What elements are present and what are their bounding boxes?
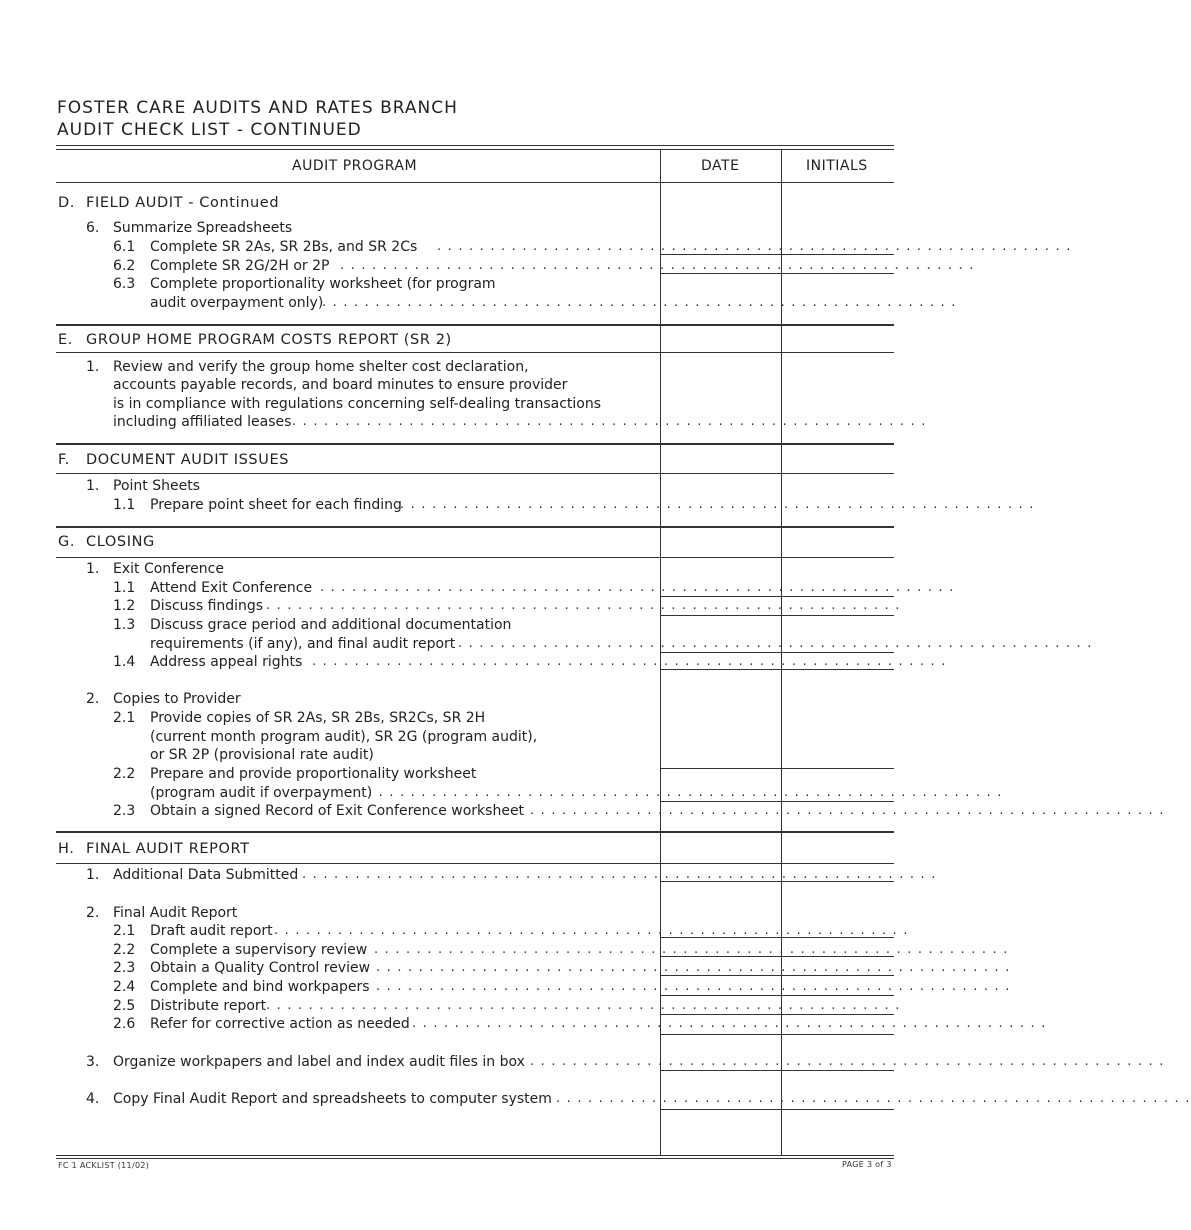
dot-leader: . . . . . . . . . . . . . . . . . . . . . . . . . . . . . . . . . . . . . . . . . . . . . . . . . . . . . . . . . . . . — [368, 785, 1003, 800]
item-number: 2.1 — [113, 710, 136, 726]
item-number: 2.6 — [113, 1016, 136, 1032]
item-text: Obtain a signed Record of Exit Conference worksheet — [150, 803, 525, 819]
item-text: Prepare point sheet for each finding — [150, 497, 402, 513]
item-number: 2.2 — [113, 942, 136, 958]
header-rule — [56, 182, 894, 183]
item-text: Complete proportionality worksheet (for program — [150, 276, 496, 292]
dot-leader: . . . . . . . . . . . . . . . . . . . . . . . . . . . . . . . . . . . . . . . . . . . . . . . . . . . . . . . . . . . . — [530, 1054, 1165, 1069]
sign-row-rule — [660, 652, 894, 653]
item-text: Complete a supervisory review — [150, 942, 368, 958]
item-number: 1.1 — [113, 497, 136, 513]
item-text: Address appeal rights — [150, 654, 303, 670]
sign-row-rule — [660, 768, 894, 769]
item-number: 2. — [86, 905, 100, 921]
sign-row-rule — [660, 1034, 894, 1035]
section-rule — [56, 324, 894, 326]
sign-row-rule — [660, 1014, 894, 1015]
section-rule — [56, 352, 894, 353]
dot-leader: . . . . . . . . . . . . . . . . . . . . . . . . . . . . . . . . . . . . . . . . . . . . . . . . . . . . . . . . . . . . — [530, 803, 1165, 818]
item-text: Refer for corrective action as needed — [150, 1016, 410, 1032]
item-text: Attend Exit Conference — [150, 580, 313, 596]
item-text: is in compliance with regulations concerning self-dealing transactions — [113, 396, 602, 412]
item-text: (current month program audit), SR 2G (program audit), — [150, 729, 538, 745]
item-number: 1. — [86, 867, 100, 883]
item-text: Obtain a Quality Control review — [150, 960, 371, 976]
section-d-letter: D. — [58, 195, 75, 211]
item-number: 2.1 — [113, 923, 136, 939]
dot-leader: . . . . . . . . . . . . . . . . . . . . . . . . . . . . . . . . . . . . . . . . . . . . . . . . . . . . . . . . . . . . — [376, 960, 1011, 975]
bottom-rule-outer — [56, 1158, 894, 1159]
item-text: Exit Conference — [113, 561, 224, 577]
section-rule — [56, 443, 894, 445]
form-subtitle: AUDIT CHECK LIST - CONTINUED — [57, 120, 362, 140]
top-rule — [56, 145, 894, 146]
item-number: 2.4 — [113, 979, 136, 995]
top-rule-inner — [56, 149, 894, 150]
item-text: Summarize Spreadsheets — [113, 220, 293, 236]
sign-row-rule — [660, 1070, 894, 1071]
dot-leader: . . . . . . . . . . . . . . . . . . . . . . . . . . . . . . . . . . . . . . . . . . . . . . . . . . . . . . . . . . . . — [437, 239, 1072, 254]
section-rule — [56, 526, 894, 528]
item-text: Additional Data Submitted — [113, 867, 299, 883]
item-text: Complete SR 2As, SR 2Bs, and SR 2Cs — [150, 239, 418, 255]
dot-leader: . . . . . . . . . . . . . . . . . . . . . . . . . . . . . . . . . . . . . . . . . . . . . . . . . . . . . . . . . . . . — [340, 258, 975, 273]
sign-row-rule — [660, 801, 894, 802]
item-text: including affiliated leases — [113, 414, 292, 430]
item-number: 6. — [86, 220, 100, 236]
item-text: Copy Final Audit Report and spreadsheets to computer system — [113, 1091, 552, 1107]
item-number: 2.3 — [113, 960, 136, 976]
section-rule — [56, 557, 894, 558]
item-text: Discuss grace period and additional documentation — [150, 617, 512, 633]
date-header: DATE — [701, 158, 740, 174]
item-number: 1.3 — [113, 617, 136, 633]
item-text: Distribute report — [150, 998, 267, 1014]
dot-leader: . . . . . . . . . . . . . . . . . . . . . . . . . . . . . . . . . . . . . . . . . . . . . . . . . . . . . . . . . . . . — [312, 654, 947, 669]
item-number: 1.2 — [113, 598, 136, 614]
dot-leader: . . . . . . . . . . . . . . . . . . . . . . . . . . . . . . . . . . . . . . . . . . . . . . . . . . . . . . . . . . . . — [302, 867, 937, 882]
item-number: 3. — [86, 1054, 100, 1070]
item-text: Prepare and provide proportionality worksheet — [150, 766, 477, 782]
item-number: 1. — [86, 478, 100, 494]
audit-program-header: AUDIT PROGRAM — [292, 158, 418, 174]
item-text: Provide copies of SR 2As, SR 2Bs, SR2Cs, SR 2H — [150, 710, 486, 726]
dot-leader: . . . . . . . . . . . . . . . . . . . . . . . . . . . . . . . . . . . . . . . . . . . . . . . . . . . . . . . . . . . . — [274, 923, 909, 938]
item-number: 6.1 — [113, 239, 136, 255]
sign-row-rule — [660, 995, 894, 996]
item-number: 1. — [86, 561, 100, 577]
item-text: accounts payable records, and board minutes to ensure provider — [113, 377, 568, 393]
section-e-title: GROUP HOME PROGRAM COSTS REPORT (SR 2) — [86, 332, 452, 348]
dot-leader: . . . . . . . . . . . . . . . . . . . . . . . . . . . . . . . . . . . . . . . . . . . . . . . . . . . . . . . . . . . . — [376, 979, 1011, 994]
sign-row-rule — [660, 937, 894, 938]
item-number: 6.2 — [113, 258, 136, 274]
sign-row-rule — [660, 273, 894, 274]
item-number: 1.1 — [113, 580, 136, 596]
section-rule — [56, 863, 894, 864]
item-text: or SR 2P (provisional rate audit) — [150, 747, 374, 763]
item-number: 2.5 — [113, 998, 136, 1014]
dot-leader: . . . . . . . . . . . . . . . . . . . . . . . . . . . . . . . . . . . . . . . . . . . . . . . . . . . . . . . . . . . . — [320, 580, 955, 595]
dot-leader: . . . . . . . . . . . . . . . . . . . . . . . . . . . . . . . . . . . . . . . . . . . . . . . . . . . . . . . . . . . . — [322, 295, 957, 310]
item-text: (program audit if overpayment) — [150, 785, 373, 801]
item-text: Review and verify the group home shelter cost declaration, — [113, 359, 529, 375]
sign-row-rule — [660, 975, 894, 976]
item-text: Point Sheets — [113, 478, 200, 494]
section-rule — [56, 831, 894, 833]
item-text: Final Audit Report — [113, 905, 238, 921]
item-text: Draft audit report — [150, 923, 273, 939]
dot-leader: . . . . . . . . . . . . . . . . . . . . . . . . . . . . . . . . . . . . . . . . . . . . . . . . . . . . . . . . . . . . — [374, 942, 1009, 957]
sign-row-rule — [660, 956, 894, 957]
bottom-rule — [56, 1155, 894, 1156]
item-text: Complete SR 2G/2H or 2P — [150, 258, 330, 274]
sign-row-rule — [660, 881, 894, 882]
dot-leader: . . . . . . . . . . . . . . . . . . . . . . . . . . . . . . . . . . . . . . . . . . . . . . . . . . . . . . . . . . . . — [412, 1016, 1047, 1031]
dot-leader: . . . . . . . . . . . . . . . . . . . . . . . . . . . . . . . . . . . . . . . . . . . . . . . . . . . . . . . . . . . . — [556, 1091, 1191, 1106]
item-text: Copies to Provider — [113, 691, 241, 707]
dot-leader: . . . . . . . . . . . . . . . . . . . . . . . . . . . . . . . . . . . . . . . . . . . . . . . . . . . . . . . . . . . . — [266, 598, 901, 613]
sign-row-rule — [660, 669, 894, 670]
dot-leader: . . . . . . . . . . . . . . . . . . . . . . . . . . . . . . . . . . . . . . . . . . . . . . . . . . . . . . . . . . . . — [292, 414, 927, 429]
section-e-letter: E. — [58, 332, 73, 348]
item-text: Complete and bind workpapers — [150, 979, 370, 995]
dot-leader: . . . . . . . . . . . . . . . . . . . . . . . . . . . . . . . . . . . . . . . . . . . . . . . . . . . . . . . . . . . . — [458, 636, 1093, 651]
section-rule — [56, 473, 894, 474]
page-number: PAGE 3 of 3 — [842, 1160, 892, 1169]
item-number: 4. — [86, 1091, 100, 1107]
section-g-title: CLOSING — [86, 534, 155, 550]
section-h-title: FINAL AUDIT REPORT — [86, 841, 250, 857]
dot-leader: . . . . . . . . . . . . . . . . . . . . . . . . . . . . . . . . . . . . . . . . . . . . . . . . . . . . . . . . . . . . — [266, 998, 901, 1013]
form-id: FC 1 ACKLIST (11/02) — [58, 1161, 150, 1170]
item-number: 2.2 — [113, 766, 136, 782]
section-d-title: FIELD AUDIT - Continued — [86, 195, 280, 211]
item-text: requirements (if any), and final audit report — [150, 636, 456, 652]
item-text: Discuss findings — [150, 598, 264, 614]
sign-row-rule — [660, 596, 894, 597]
item-number: 1.4 — [113, 654, 136, 670]
item-text: audit overpayment only) — [150, 295, 324, 311]
sign-row-rule — [660, 1109, 894, 1110]
section-f-title: DOCUMENT AUDIT ISSUES — [86, 452, 290, 468]
sign-row-rule — [660, 615, 894, 616]
section-f-letter: F. — [58, 452, 70, 468]
item-number: 2.3 — [113, 803, 136, 819]
item-number: 6.3 — [113, 276, 136, 292]
section-g-letter: G. — [58, 534, 76, 550]
item-text: Organize workpapers and label and index audit files in box — [113, 1054, 525, 1070]
item-number: 2. — [86, 691, 100, 707]
item-number: 1. — [86, 359, 100, 375]
initials-header: INITIALS — [806, 158, 868, 174]
dot-leader: . . . . . . . . . . . . . . . . . . . . . . . . . . . . . . . . . . . . . . . . . . . . . . . . . . . . . . . . . . . . — [400, 497, 1035, 512]
form-title: FOSTER CARE AUDITS AND RATES BRANCH — [57, 98, 458, 118]
section-h-letter: H. — [58, 841, 75, 857]
sign-row-rule — [660, 254, 894, 255]
